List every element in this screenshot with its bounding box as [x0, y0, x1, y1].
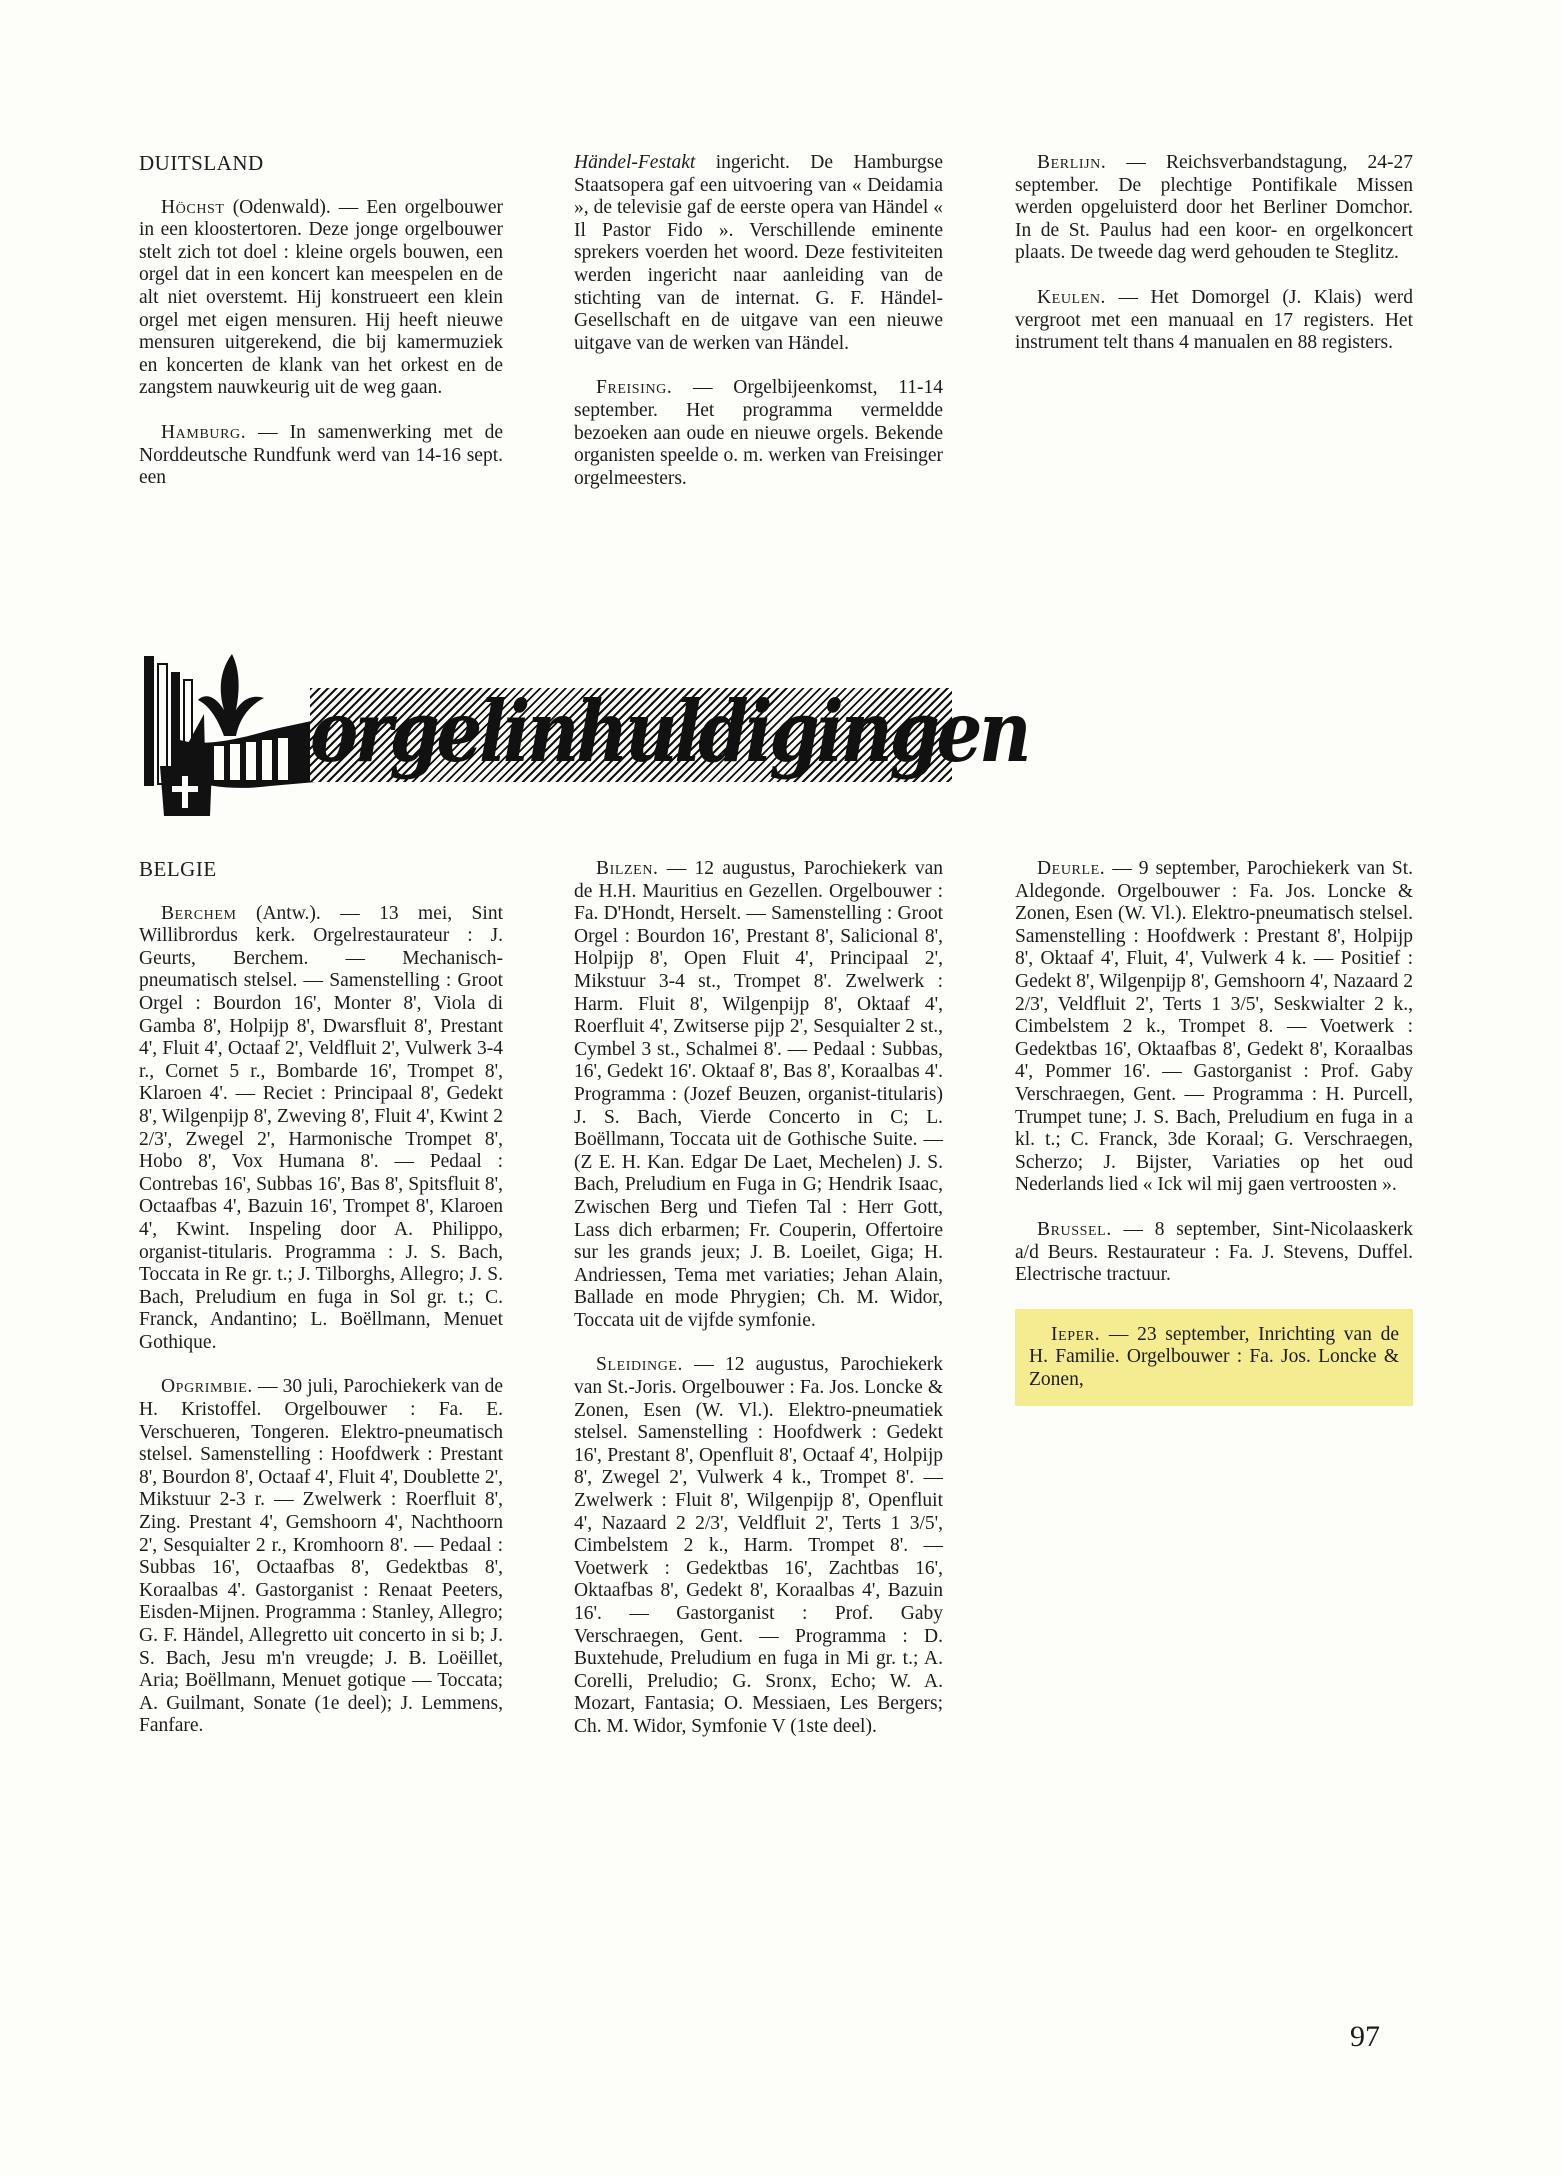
news-item-opgrimbie: Opgrimbie. — 30 juli, Parochiekerk van de H. Kristoffel. Orgelbouwer : Fa. E. Verschueren, Tongeren. Elektro-pneumatisch stelsel. Samenstelling : Hoofdwerk : Prestant 8', Bourdon 8', Octaaf 4', Fluit 4', Doublette 2', Mikstuur 2-3 r. — Zwelwerk : Roerfluit 8', Zing. Prestant 4', Gemshoorn 4', Nachthoorn 2', Sesquialter 2 r., Kromhoorn 8'. — Pedaal : Subbas 16', Octaafbas 8', Gedektbas 8', Koraalbas 4'. Gastorganist : Renaat Peeters, Eisden-Mijnen. Programma : Stanley, Allegro; G. F. Händel, Allegretto uit concerto in si b; J. S. Bach, Jesu m'n vreugde; J. B. Loëillet, Aria; Boëllmann, Menuet gotique — Toccata; A. Guilmant, Sonate (1e deel); J. Lemmens, Fanfare.	[139, 1376, 503, 1737]
location-hochst: Höchst	[161, 196, 225, 218]
location-berlijn: Berlijn.	[1037, 152, 1107, 173]
page-number: 97	[1350, 2020, 1380, 2053]
section-heading-belgie: BELGIE	[139, 857, 217, 881]
orgelinhuldigingen-banner	[140, 650, 1029, 816]
belgie-column-3	[1015, 858, 1413, 1406]
news-item-hochst: Höchst (Odenwald). — Een orgelbouwer in een kloostertoren. Deze jonge orgelbouwer stelt zich tot doel : kleine orgels bouwen, een orgel dat in een koncert kan meespelen en de alt niet overstemt. Hij konstrueert een klein orgel met eigen mensuren. Hij heeft nieuwe mensuren uitgerekend, die bij kamermuziek en koncerten de klank van het orkest en de zangstem nauwkeurig uit de weg gaan.	[139, 196, 503, 399]
location-hamburg: Hamburg.	[161, 421, 247, 443]
location-bilzen: Bilzen.	[596, 858, 659, 879]
news-item-deurle: Deurle. — 9 september, Parochiekerk van St. Aldegonde. Orgelbouwer : Fa. Jos. Loncke & Zonen, Esen (W. Vl.). Elektro-pneumatisch stelsel. Samenstelling : Hoofdwerk : Prestant 8', Holpijp 8', Oktaaf 4', Fluit, 4', Vulwerk 4 k. — Positief : Gedekt 8', Wilgenpijp 8', Gemshoorn 4', Nazaard 2 2/3', Veldfluit 2', Terts 1 3/5', Seskwialter 2 k., Cimbelstem 2 k., Trompet 8. — Voetwerk : Gedektbas 16', Oktaafbas 8', Gedekt 8', Koraalbas 4', Pommer 16'. — Gastorganist : Prof. Gaby Verschraegen, Gent. — Programma : H. Purcell, Trumpet tune; J. S. Bach, Preludium en fuga in a kl. t.; C. Franck, 3de Koraal; G. Verschraegen, Scherzo; J. Bijster, Variaties op het oud Nederlands lied « Ick wil mij gaen vertroosten ».	[1015, 858, 1413, 1196]
news-item-ieper: Ieper. — 23 september, Inrichting van de H. Familie. Orgelbouwer : Fa. Jos. Loncke & Zonen,	[1015, 1309, 1413, 1407]
duitsland-column-1	[139, 151, 503, 489]
location-freising: Freising.	[596, 377, 673, 399]
location-keulen: Keulen.	[1037, 286, 1107, 308]
location-opgrimbie: Opgrimbie.	[161, 1376, 253, 1398]
location-berchem: Berchem	[161, 902, 237, 924]
news-item-berlijn: Berlijn. — Reichsverbandstagung, 24-27 september. De plechtige Pontifikale Missen werden opgeluisterd door het Berliner Domchor. In de St. Paulus had een koor- en orgelkoncert plaats. De tweede dag werd gehouden te Steglitz.	[1015, 152, 1413, 264]
banner-title: orgelinhuldigingen	[310, 682, 1029, 781]
belgie-column-2	[574, 858, 943, 1739]
belgie-column-1	[139, 858, 503, 1784]
duitsland-column-2	[574, 152, 943, 489]
location-deurle: Deurle.	[1037, 858, 1106, 879]
news-item-berchem: Berchem (Antw.). — 13 mei, Sint Willibrordus kerk. Orgelrestaurateur : J. Geurts, Berchem. — Mechanisch-pneumatisch stelsel. — Samenstelling : Groot Orgel : Bourdon 16', Monter 8', Viola di Gamba 8', Holpijp 8', Dwarsfluit 8', Prestant 4', Fluit 4', Octaaf 2', Veldfluit 2', Vulwerk 3-4 r., Cornet 5 r., Bombarde 16', Trompet 8', Klaroen 4'. — Reciet : Principaal 8', Gedekt 8', Wilgenpijp 8', Zweving 8', Fluit 4', Kwint 2 2/3', Zwegel 2', Harmonische Trompet 8', Hobo 8', Vox Humana 8'. — Pedaal : Contrebas 16', Subbas 16', Bas 8', Spitsfluit 8', Octaafbas 4', Bazuin 16', Trompet 8', Klaroen 4', Kwint. Inspeling door A. Philippo, organist-titularis. Programma : J. S. Bach, Toccata in Re gr. t.; J. Tilborghs, Allegro; J. S. Bach, Preludium en fuga in Sol gr. t.; C. Franck, Andantino; L. Boëllmann, Menuet Gothique.	[139, 902, 503, 1353]
location-sleidinge: Sleidinge.	[596, 1354, 684, 1376]
hamburg-festakt: Händel-Festakt	[574, 152, 696, 173]
news-item-brussel: Brussel. — 8 september, Sint-Nicolaaskerk a/d Beurs. Restaurateur : Fa. J. Stevens, Duffel. Electrische tractuur.	[1015, 1218, 1413, 1286]
location-brussel: Brussel.	[1037, 1218, 1112, 1240]
news-item-keulen: Keulen. — Het Domorgel (J. Klais) werd vergroot met een manuaal en 17 registers. Het instrument telt thans 4 manualen en 88 registers.	[1015, 286, 1413, 354]
section-heading-duitsland: DUITSLAND	[139, 151, 264, 175]
duitsland-column-3	[1015, 152, 1413, 355]
news-item-hamburg-cont: Händel-Festakt ingericht. De Hamburgse Staatsopera gaf een uitvoering van « Deidamia », de televisie gaf de eerste opera van Händel « Il Pastor Fido ». Verschillende eminente sprekers voerden het woord. Deze festiviteiten werden ingericht naar aanleiding van de stichting van de internat. G. F. Händel-Gesellschaft en de uitgave van een nieuwe uitgave van de werken van Händel.	[574, 152, 943, 354]
news-item-freising: Freising. — Orgelbijeenkomst, 11-14 september. Het programma vermeldde bezoeken aan oude en nieuwe orgels. Bekende organisten speelde o. m. werken van Freisinger orgelmeesters.	[574, 377, 943, 489]
news-item-sleidinge: Sleidinge. — 12 augustus, Parochiekerk van St.-Joris. Orgelbouwer : Fa. Jos. Loncke & Zonen, Esen (W. Vl.). Elektro-pneumatiek stelsel. Samenstelling : Hoofdwerk : Gedekt 16', Prestant 8', Openfluit 8', Octaaf 4', Holpijp 8', Zwegel 2', Vulwerk 4 k., Trompet 8'. — Zwelwerk : Fluit 8', Wilgenpijp 8', Openfluit 4', Nazaard 2 2/3', Veldfluit 2', Terts 1 3/5', Cimbelstem 2 k., Harm. Trompet 8'. — Voetwerk : Gedektbas 16', Zachtbas 16', Oktaafbas 8', Gedekt 8', Koraalbas 4', Bazuin 16'. — Gastorganist : Prof. Gaby Verschraegen, Gent. — Programma : D. Buxtehude, Preludium en fuga in Mi gr. t.; A. Corelli, Preludio; G. Sronx, Echo; W. A. Mozart, Fantasia; O. Messiaen, Les Bergers; Ch. M. Widor, Symfonie V (1ste deel).	[574, 1354, 943, 1737]
organ-pipes-cross-icon	[140, 650, 320, 816]
news-item-bilzen: Bilzen. — 12 augustus, Parochiekerk van de H.H. Mauritius en Gezellen. Orgelbouwer : Fa. D'Hondt, Herselt. — Samenstelling : Groot Orgel : Bourdon 16', Prestant 8', Salicional 8', Holpijp 8', Open Fluit 4', Principaal 2', Mikstuur 3-4 st., Trompet 8'. Zwelwerk : Harm. Fluit 8', Wilgenpijp 8', Oktaaf 4', Roerfluit 4', Zwitserse pijp 2', Sesquialter 2 st., Cymbel 3 st., Schalmei 8'. — Pedaal : Subbas, 16', Gedekt 16'. Oktaaf 8', Bas 8', Koraalbas 4'. Programma : (Jozef Beuzen, organist-titularis) J. S. Bach, Vierde Concerto in C; L. Boëllmann, Toccata uit de Gothische Suite. — (Z E. H. Kan. Edgar De Laet, Mechelen) J. S. Bach, Preludium en Fuga in G; Hendrik Isaac, Zwischen Berg und Tiefen Tal : Herr Gott, Lass dich erbarmen; Fr. Couperin, Offertoire sur les grands jeux; J. B. Loeilet, Giga; H. Andriessen, Tema met variaties; Jehan Alain, Ballade en mode Phrygien; Ch. M. Widor, Toccata uit de vijfde symfonie.	[574, 858, 943, 1331]
location-ieper: Ieper.	[1051, 1323, 1101, 1345]
news-item-hamburg-start: Hamburg. — In samenwerking met de Norddeutsche Rundfunk werd van 14-16 sept. een	[139, 421, 503, 489]
